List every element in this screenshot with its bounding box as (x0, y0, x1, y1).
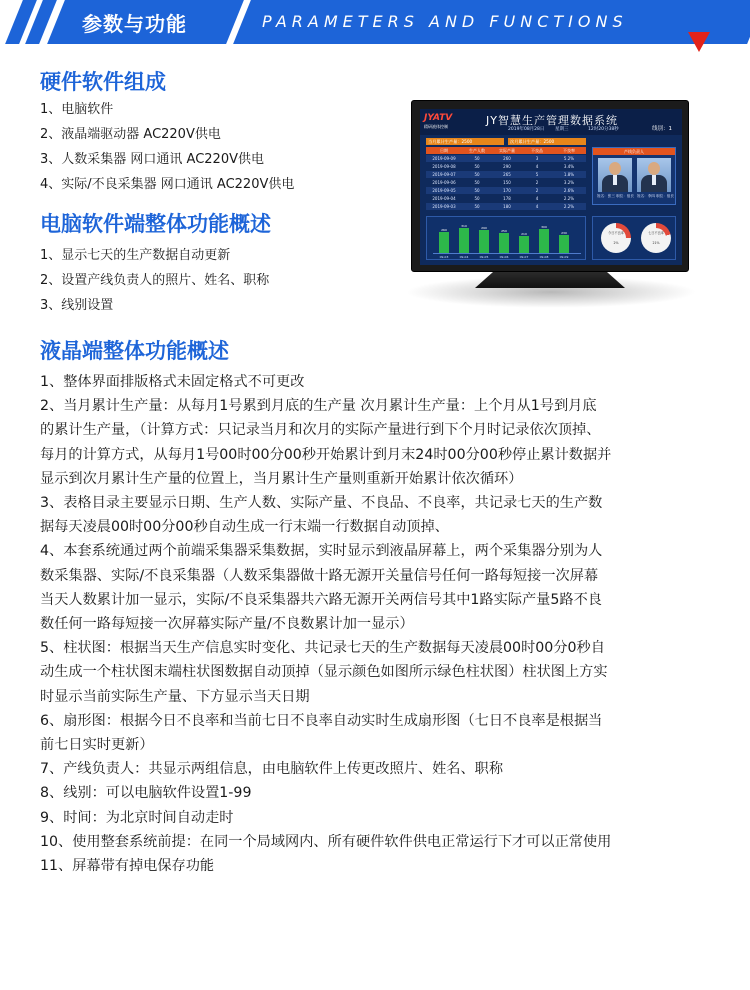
desc-line: 3、表格目录主要显示日期、生产人数、实际产量、不良品、不良率，共记录七天的生产数 (40, 495, 603, 512)
chart-bar (559, 235, 569, 253)
bar-date-label: 09-07 (519, 255, 529, 259)
table-cell: 2019-09-09 (432, 156, 456, 161)
desc-line: 前七日实时更新） (40, 737, 154, 754)
screen-logo: JYATV (424, 113, 453, 123)
table-cell: 50 (474, 196, 480, 201)
person-shirt-icon (613, 175, 617, 185)
header-banner (0, 0, 750, 44)
desc-line: 每月的计算方式，从每月1号00时00分00秒开始累计到月末24时00分00秒停止累计数据并 (40, 446, 612, 463)
table-cell: 265 (503, 172, 511, 177)
monitor-stand (475, 272, 625, 288)
table-cell: 2.2% (563, 204, 575, 209)
desc-line: 11、屏幕带有掉电保存功能 (40, 858, 215, 875)
bar-date-label: 09-08 (539, 255, 549, 259)
desc-line: 数采集器、实际/不良采集器（人数采集器做十路无源开关量信号任何一路每短接一次屏幕 (40, 567, 599, 584)
table-cell: 2 (535, 188, 539, 193)
list-item: 2、设置产线负责人的照片、姓名、职称 (40, 273, 270, 288)
bar-value-label: 230 (561, 231, 567, 235)
bar-value-label: 290 (481, 226, 487, 230)
table-cell: 4 (535, 204, 539, 209)
chart-bar (459, 228, 469, 253)
bar-date-label: 09-06 (499, 255, 509, 259)
table-cell: 260 (503, 156, 511, 161)
chart-bar (519, 236, 529, 253)
table-header-cell: 生产人数 (462, 147, 492, 154)
desc-line: 6、扇形图：根据今日不良率和当前七日不良率自动实时生成扇形图（七日不良率是根据当 (40, 712, 603, 729)
desc-line: 4、本套系统通过两个前端采集器采集数据，实时显示到液晶屏幕上，两个采集器分别为人 (40, 543, 603, 560)
bar-date-label: 09-03 (439, 255, 449, 259)
chart-bar (439, 232, 449, 253)
hardware-list (40, 97, 294, 197)
table-header-cell: 不良品 (522, 147, 552, 154)
table-cell: 180 (503, 204, 511, 209)
pie-chart (641, 223, 671, 253)
pie-value: 2% (613, 241, 619, 245)
bar-date-label: 09-05 (479, 255, 489, 259)
person-head-icon (609, 162, 621, 175)
table-header-cell: 日期 (426, 147, 462, 154)
table-cell: 2.2% (563, 196, 575, 201)
table-cell: 290 (503, 164, 511, 169)
v-logo-icon (688, 32, 710, 52)
monitor-frame (411, 100, 689, 272)
list-item: 4、实际/不良采集器 网口通讯 AC220V供电 (40, 177, 295, 192)
pie-chart-panel (592, 216, 676, 260)
screen-week: 星期三 (555, 127, 569, 132)
chart-bar (539, 229, 549, 253)
table-cell: 2.6% (563, 188, 575, 193)
screen-date: 2019年08月28日 (508, 127, 545, 132)
table-cell: 50 (474, 180, 480, 185)
bar-baseline (433, 253, 581, 254)
table-cell: 3.4% (563, 164, 575, 169)
leader-caption: 姓名：张三 职位：组长 (597, 194, 635, 198)
leader-caption: 姓名：李四 职位：组长 (637, 194, 675, 198)
software-section-title: 电脑软件端整体功能概述 (40, 212, 271, 236)
person-head-icon (648, 162, 660, 175)
pie-label: 七日不良率 (648, 231, 664, 235)
table-cell: 1.8% (563, 172, 575, 177)
list-item: 3、人数采集器 网口通讯 AC220V供电 (40, 152, 264, 167)
table-cell: 2019-09-03 (432, 204, 456, 209)
table-cell: 50 (474, 204, 480, 209)
bar-value-label: 260 (441, 228, 447, 232)
bar-value-label: 310 (461, 224, 467, 228)
bar-date-label: 09-04 (459, 255, 469, 259)
screen-logo-sub: 精研液体控制 (424, 124, 448, 129)
desc-line: 的累计生产量，（计算方式：只记录当月和次月的实际产量进行到下个月时记录依次顶掉、 (40, 422, 601, 439)
screen-line: 线别：1 (652, 126, 672, 132)
list-item: 1、电脑软件 (40, 102, 114, 117)
table-cell: 5.2% (563, 156, 575, 161)
pie-center-label (646, 228, 666, 248)
desc-line: 显示到次月累计生产量的位置上，当月累计生产量则重新开始累计依次循环） (40, 470, 523, 487)
desc-line: 8、线别：可以电脑软件设置1-99 (40, 785, 252, 802)
desc-line: 动生成一个柱状图末端柱状图数据自动顶掉（显示颜色如图所示绿色柱状图）柱状图上方实 (40, 664, 608, 681)
pie-chart (601, 223, 631, 253)
monitor-screen (420, 109, 682, 265)
table-cell: 2019-09-05 (432, 188, 456, 193)
acc-next-month: 次月累计生产量：2500 (508, 138, 586, 145)
list-item: 2、液晶端驱动器 AC220V供电 (40, 127, 221, 142)
desc-line: 5、柱状图：根据当天生产信息实时变化、共记录七天的生产数据每天凌晨00时00分0秒自 (40, 640, 605, 657)
software-list (40, 243, 269, 318)
table-header-cell: 实际产量 (492, 147, 522, 154)
desc-line: 时显示当前实际生产量、下方显示当天日期 (40, 688, 310, 705)
leaders-panel (592, 147, 676, 205)
desc-line: 1、整体界面排版格式未固定格式不可更改 (40, 374, 305, 390)
table-cell: 170 (503, 188, 511, 193)
table-header-cell: 不良率 (552, 147, 586, 154)
banner-title-en: PARAMETERS AND FUNCTIONS (262, 12, 628, 31)
table-cell: 50 (474, 188, 480, 193)
leader-photo (637, 158, 671, 192)
list-item: 3、线别设置 (40, 298, 114, 313)
desc-line: 数任何一路每短接一次屏幕实际产量/不良数累计加一显示） (40, 616, 414, 633)
desc-line: 据每天凌晨00时00分00秒自动生成一行末端一行数据自动顶掉、 (40, 519, 449, 536)
person-shirt-icon (652, 175, 656, 185)
lcd-section-title: 液晶端整体功能概述 (40, 339, 229, 363)
table-cell: 2019-09-04 (432, 196, 456, 201)
table-cell: 2 (535, 180, 539, 185)
table-cell: 178 (503, 196, 511, 201)
pie-label: 今日不良率 (608, 231, 624, 235)
chart-bar (499, 233, 509, 253)
table-cell: 2019-09-07 (432, 172, 456, 177)
leaders-title: 产线负责人 (593, 148, 675, 155)
pie-value: 21% (652, 241, 660, 245)
desc-line: 当天人数累计加一显示，实际/不良采集器共六路无源开关两信号其中1路实际产量5路不良 (40, 591, 602, 608)
table-cell: 50 (474, 172, 480, 177)
acc-this-month: 当月累计生产量：2500 (426, 138, 504, 145)
monitor-illustration (411, 100, 689, 308)
bar-value-label: 210 (521, 232, 527, 236)
table-cell: 150 (503, 180, 511, 185)
table-cell: 2019-09-06 (432, 180, 456, 185)
table-cell: 50 (474, 156, 480, 161)
lcd-description (40, 370, 720, 878)
leader-photo (598, 158, 632, 192)
desc-line: 7、产线负责人：共显示两组信息，由电脑软件上传更改照片、姓名、职称 (40, 761, 504, 778)
table-cell: 3.2% (563, 180, 575, 185)
chart-bar (479, 230, 489, 253)
table-cell: 4 (535, 196, 539, 201)
table-cell: 5 (535, 172, 539, 177)
table-cell: 3 (535, 156, 539, 161)
pie-center-label (606, 228, 626, 248)
bar-value-label: 300 (541, 225, 547, 229)
screen-time: 12时20分38秒 (588, 127, 619, 132)
bar-value-label: 250 (501, 229, 507, 233)
screen-title: JY智慧生产管理数据系统 (486, 114, 618, 127)
banner-title-cn: 参数与功能 (82, 12, 187, 36)
desc-line: 2、当月累计生产量：从每月1号累到月底的生产量 次月累计生产量：上个月从1号到月底 (40, 398, 597, 415)
list-item: 1、显示七天的生产数据自动更新 (40, 248, 231, 263)
bar-chart-panel (426, 216, 586, 260)
desc-line: 10、使用整套系统前提：在同一个局域网内、所有硬件软件供电正常运行下才可以正常使用 (40, 833, 612, 850)
table-cell: 2019-09-08 (432, 164, 456, 169)
desc-line: 9、时间：为北京时间自动走时 (40, 809, 234, 826)
bar-date-label: 09-09 (559, 255, 569, 259)
hardware-section-title: 硬件软件组成 (40, 70, 166, 94)
table-cell: 50 (474, 164, 480, 169)
table-cell: 4 (535, 164, 539, 169)
